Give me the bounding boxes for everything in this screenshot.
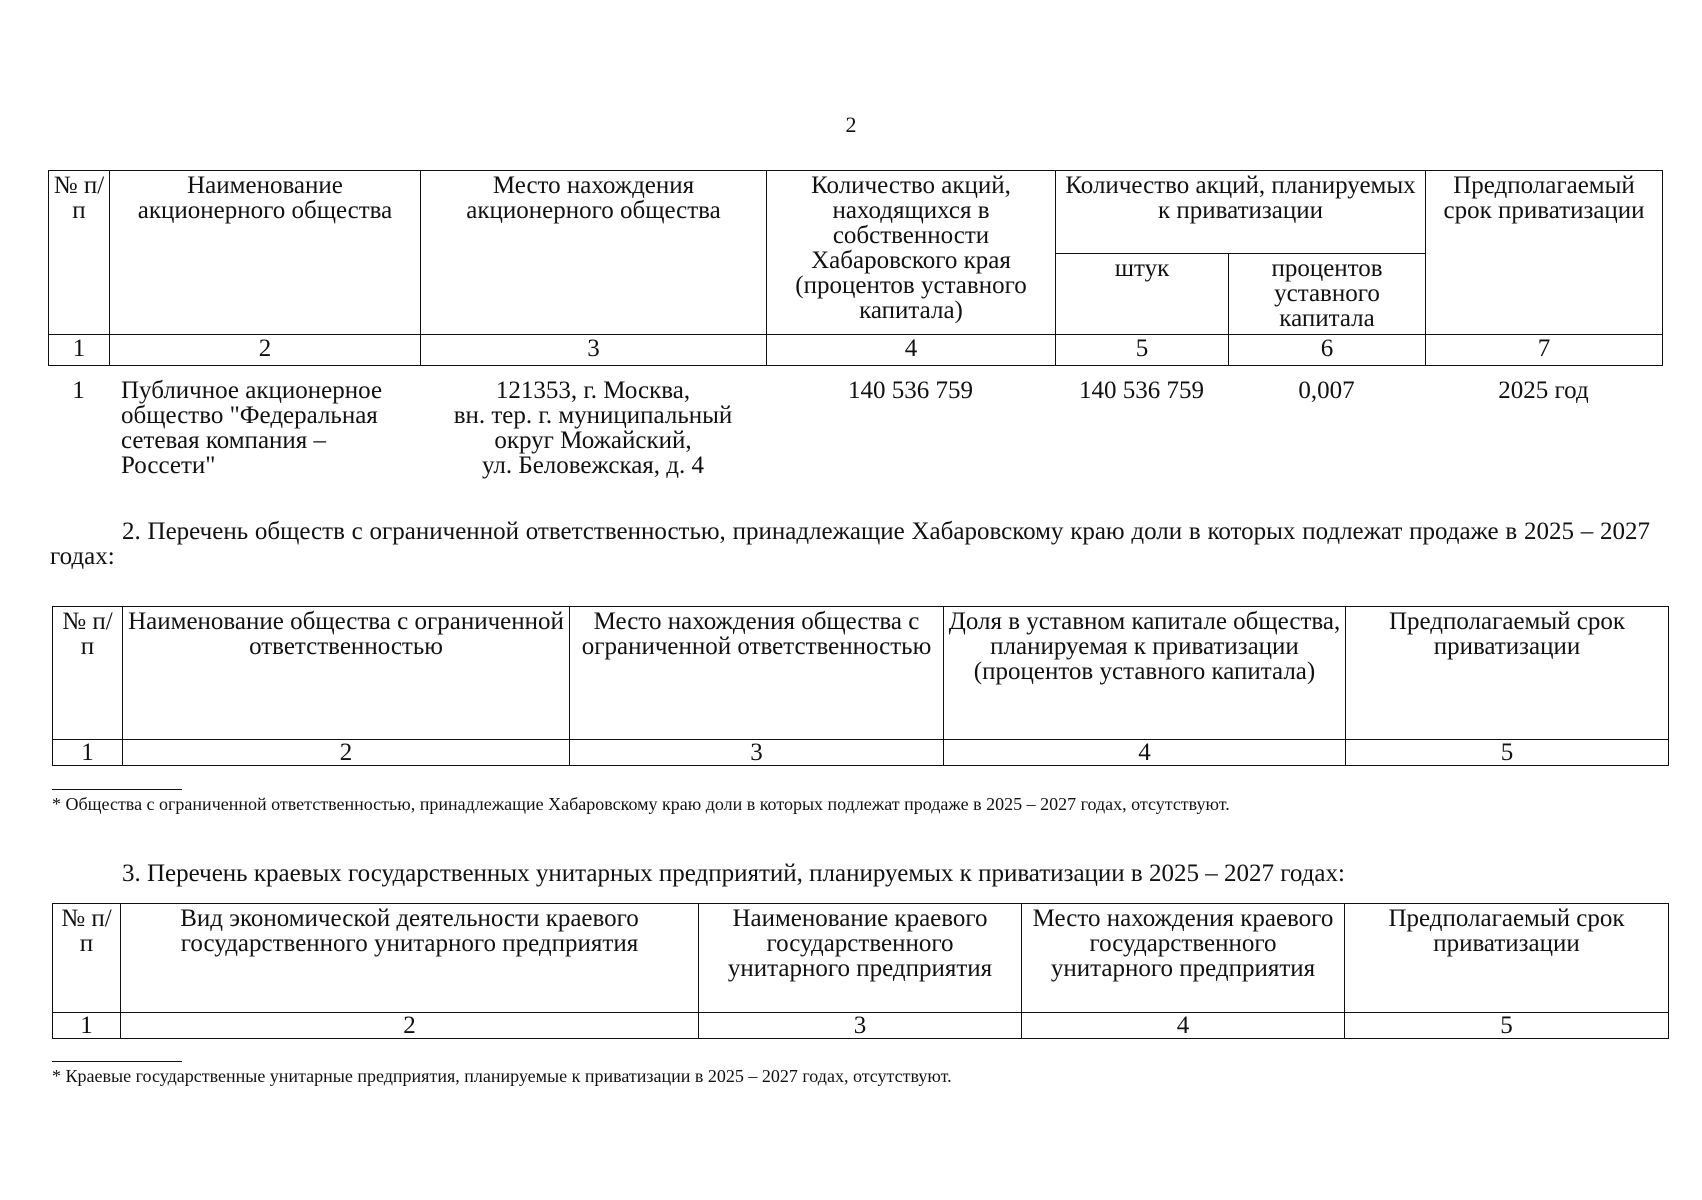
- company-name: [109, 378, 420, 478]
- column-number: 3: [421, 335, 767, 366]
- header-num: № п/п: [53, 904, 121, 1013]
- row-num: 1: [72, 377, 85, 404]
- company-name-line: Публичное акционерное: [121, 377, 383, 404]
- column-number-row: [53, 740, 1669, 766]
- header-llc-name: Наименование общества с ограниченной ответственностью: [123, 607, 570, 740]
- column-number: 2: [121, 1013, 699, 1039]
- company-location: [420, 378, 766, 478]
- header-enterprise-name: Наименование краевого государственного унитарного предприятия: [699, 904, 1022, 1013]
- header-shares-planned: Количество акций, планируемых к приватизации: [1056, 171, 1426, 254]
- section3-footnote: * Краевые государственные унитарные предприятия, планируемые к приватизации в 2025 – 2027 годах, отсутствуют.: [52, 1066, 952, 1086]
- header-term: Предполагаемый срок приватизации: [1426, 171, 1663, 335]
- table-header-row: [49, 171, 1663, 254]
- company-name-line: Россети": [121, 452, 216, 479]
- company-name-line: сетевая компания –: [121, 427, 327, 454]
- column-number-row: [53, 1013, 1669, 1039]
- header-llc-location: Место нахождения общества с ограниченной ответственностью: [570, 607, 944, 740]
- column-number: 4: [1022, 1013, 1345, 1039]
- column-number: 5: [1345, 1013, 1669, 1039]
- column-number: 1: [53, 740, 123, 766]
- header-num: № п/п: [53, 607, 123, 740]
- column-number: 4: [944, 740, 1346, 766]
- table-row: [48, 378, 1662, 478]
- header-enterprise-location: Место нахождения краевого государственного унитарного предприятия: [1022, 904, 1345, 1013]
- section2-heading: [50, 519, 1650, 569]
- section2-heading-start: 2. Перечень обществ с ограниченной ответственностью, принадлежащие Хабаровскому краю доли в которых подлежат: [122, 518, 1403, 545]
- shares-owned: 140 536 759: [848, 377, 973, 404]
- header-company-name: Наименование акционерного общества: [110, 171, 421, 335]
- joint-stock-data: [48, 378, 1662, 478]
- footnote-rule: [52, 789, 182, 790]
- privatization-term: 2025 год: [1498, 377, 1589, 404]
- location-line: 121353, г. Москва,: [495, 377, 691, 404]
- column-number: 3: [570, 740, 944, 766]
- location-line: вн. тер. г. муниципальный: [453, 402, 733, 429]
- table-header-row: [53, 904, 1669, 1013]
- column-number: 1: [49, 335, 110, 366]
- column-number: 4: [767, 335, 1056, 366]
- shares-pieces: 140 536 759: [1079, 377, 1204, 404]
- unitary-enterprise-table: [52, 903, 1669, 1039]
- section3-heading: 3. Перечень краевых государственных унитарных предприятий, планируемых к приватизации в 2025 – 2027 годах:: [122, 860, 1345, 887]
- header-activity: Вид экономической деятельности краевого государственного унитарного предприятия: [121, 904, 699, 1013]
- header-pieces: штук: [1056, 254, 1229, 335]
- shares-percent: 0,007: [1298, 377, 1355, 404]
- footnote-rule: [52, 1061, 182, 1062]
- llc-table: [52, 606, 1669, 766]
- header-num: № п/п: [49, 171, 110, 335]
- header-term: Предполагаемый срок приватизации: [1346, 607, 1669, 740]
- column-number: 7: [1426, 335, 1663, 366]
- section2-heading-end: продаже в 2025 – 2027 годах:: [50, 518, 1650, 570]
- column-number: 5: [1346, 740, 1669, 766]
- joint-stock-table: [48, 170, 1663, 366]
- column-number: 3: [699, 1013, 1022, 1039]
- column-number: 6: [1229, 335, 1426, 366]
- column-number: 1: [53, 1013, 121, 1039]
- header-percent: процентов уставного капитала: [1229, 254, 1426, 335]
- location-line: округ Можайский,: [494, 427, 692, 454]
- header-shares-owned: Количество акций, находящихся в собственности Хабаровского края (процентов уставного капитала): [767, 171, 1056, 335]
- table-header-row: [53, 607, 1669, 740]
- header-term: Предполагаемый срок приватизации: [1345, 904, 1669, 1013]
- column-number-row: [49, 335, 1663, 366]
- header-share: Доля в уставном капитале общества, планируемая к приватизации (процентов уставного капитала): [944, 607, 1346, 740]
- section2-footnote: * Общества с ограниченной ответственностью, принадлежащие Хабаровскому краю доли в которых подлежат продаже в 2025 – 2027 годах, отсутствуют.: [52, 794, 1230, 814]
- header-location: Место нахождения акционерного общества: [421, 171, 767, 335]
- column-number: 2: [123, 740, 570, 766]
- location-line: ул. Беловежская, д. 4: [481, 452, 705, 479]
- column-number: 5: [1056, 335, 1229, 366]
- page-number: 2: [845, 112, 857, 137]
- company-name-line: общество "Федеральная: [121, 402, 378, 429]
- column-number: 2: [110, 335, 421, 366]
